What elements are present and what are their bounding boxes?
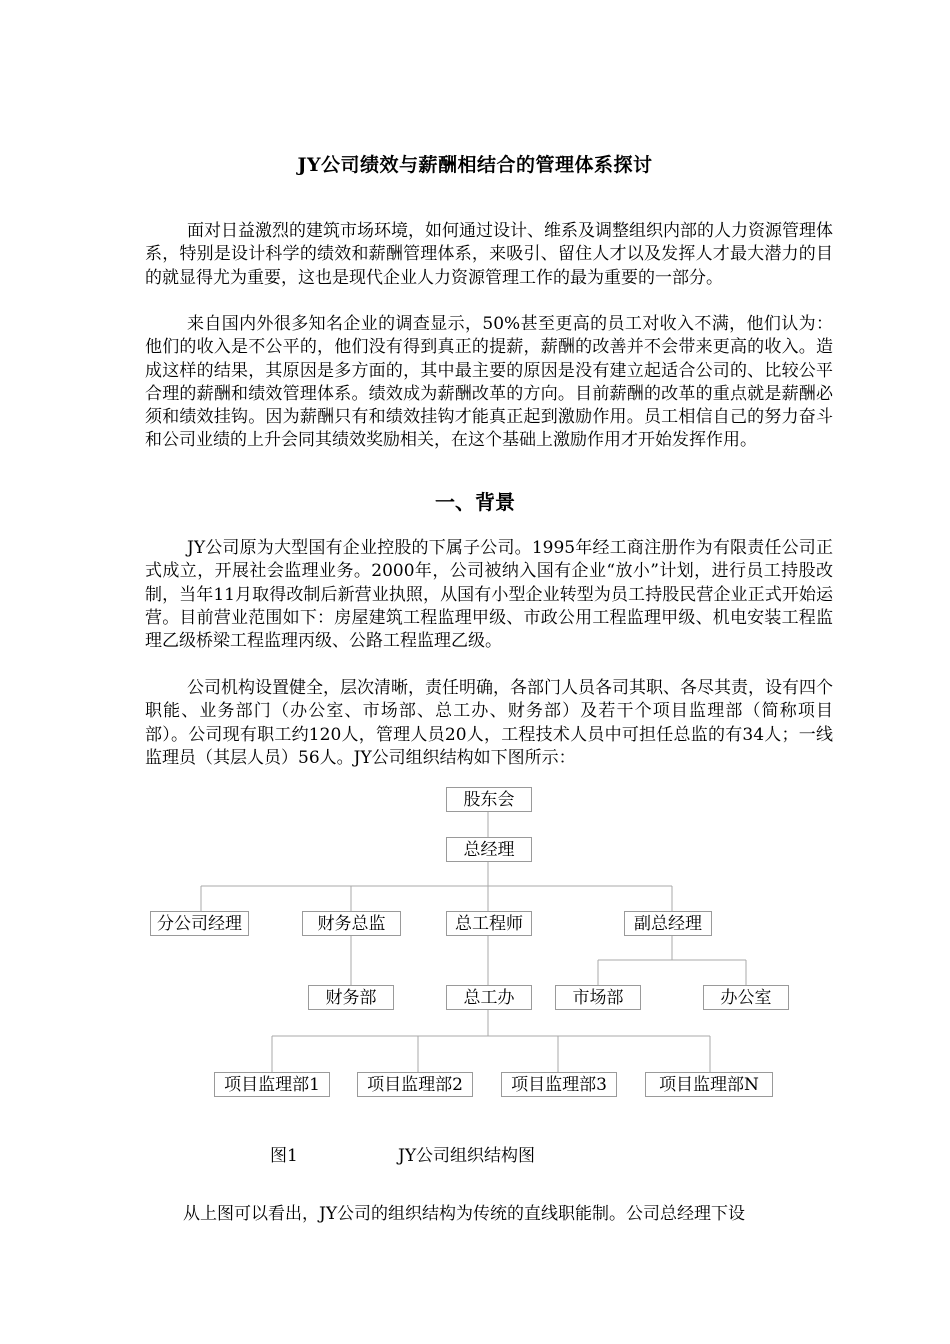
figure-caption-text: JY公司组织结构图 [398,1146,536,1166]
background-paragraph-1: JY公司原为大型国有企业控股的下属子公司。1995年经工商注册作为有限责任公司正式成立，开展社会监理业务。2000年，公司被纳入国有企业“放小”计划，进行员工持股改制，当年11月取得改制后新营业执照，从国有小型企业转型为员工持股民营企业正式开始运营。目前营业范围如下：房屋建筑工程监理甲级、市政公用工程监理甲级、机电安装工程监理乙级桥梁工程监理丙级、公路工程监理乙级。 [145,538,833,652]
org-node-office: 办公室 [703,985,789,1010]
org-node-chief-engineer: 总工程师 [446,911,532,936]
org-node-project-dept-3: 项目监理部3 [501,1072,617,1097]
background-paragraph-2: 公司机构设置健全，层次清晰，责任明确，各部门人员各司其职、各尽其责，设有四个职能、业务部门（办公室、市场部、总工办、财务部）及若干个项目监理部（简称项目部）。公司现有职工约120人，管理人员20人，工程技术人员中可担任总监的有34人；一线监理员（其层人员）56人。JY公司组织结构如下图所示： [145,678,833,768]
org-node-branch-manager: 分公司经理 [150,911,249,936]
org-node-project-dept-n: 项目监理部N [645,1072,773,1097]
section-heading-background: 一、背景 [435,490,515,514]
org-node-general-manager: 总经理 [446,837,532,862]
org-node-chief-eng-office: 总工办 [446,985,532,1010]
figure-caption-number: 图1 [270,1146,298,1166]
org-node-finance-director: 财务总监 [302,911,401,936]
org-node-deputy-gm: 副总经理 [624,911,712,936]
org-node-project-dept-2: 项目监理部2 [357,1072,473,1097]
closing-line: 从上图可以看出，JY公司的组织结构为传统的直线职能制。公司总经理下设 [183,1204,746,1224]
intro-paragraph-1: 面对日益激烈的建筑市场环境，如何通过设计、维系及调整组织内部的人力资源管理体系，特别是设计科学的绩效和薪酬管理体系，来吸引、留住人才以及发挥人才最大潜力的目的就显得尤为重要，这也是现代企业人力资源管理工作的最为重要的一部分。 [145,221,833,288]
org-node-shareholders: 股东会 [446,787,532,812]
intro-paragraph-2: 来自国内外很多知名企业的调查显示，50%甚至更高的员工对收入不满，他们认为：他们的收入是不公平的，他们没有得到真正的提薪，薪酬的改善并不会带来更高的收入。造成这样的结果，其原因是多方面的，其中最主要的原因是没有建立起适合公司的、比较公平合理的薪酬和绩效管理体系。绩效成为薪酬改革的方向。目前薪酬的改革的重点就是薪酬必须和绩效挂钩。因为薪酬只有和绩效挂钩才能真正起到激励作用。员工相信自己的努力奋斗和公司业绩的上升会同其绩效奖励相关，在这个基础上激励作用才开始发挥作用。 [145,314,833,451]
org-node-finance-dept: 财务部 [308,985,394,1010]
document-title: JY公司绩效与薪酬相结合的管理体系探讨 [297,154,653,176]
org-node-project-dept-1: 项目监理部1 [214,1072,330,1097]
org-node-market-dept: 市场部 [555,985,641,1010]
